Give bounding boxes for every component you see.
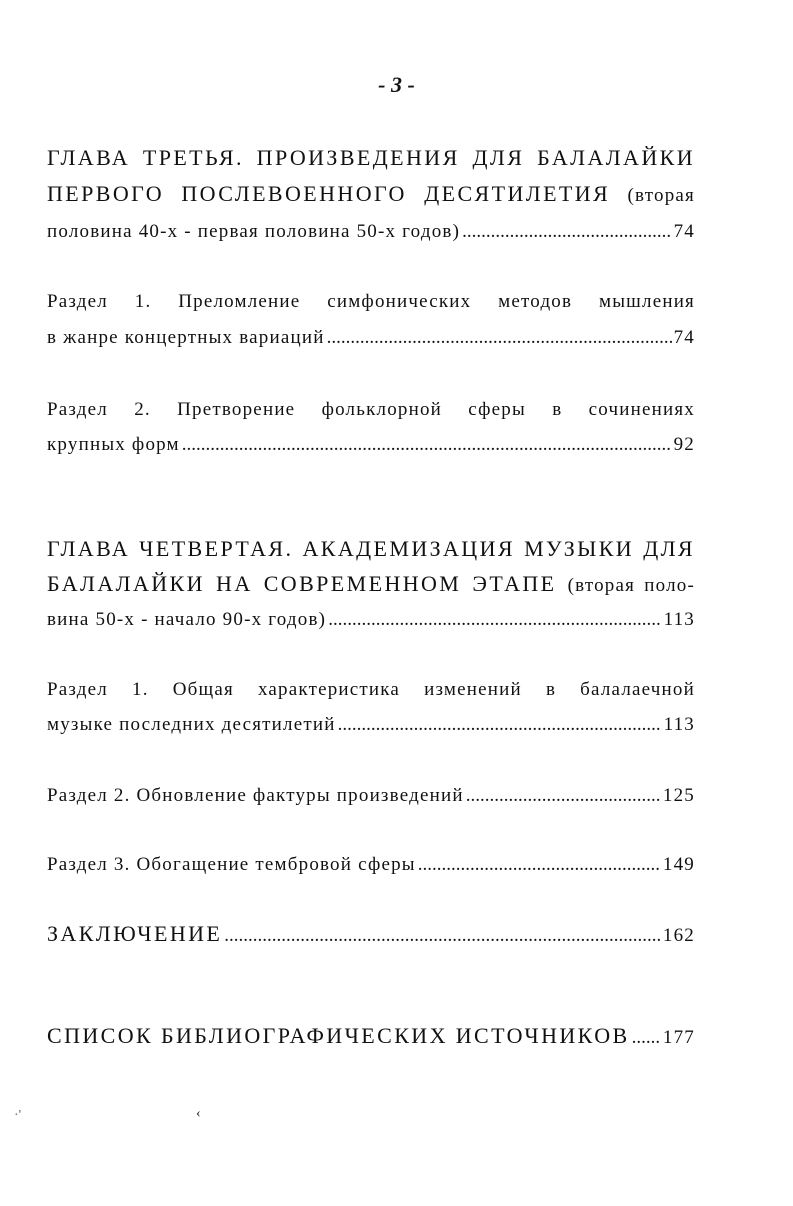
ch3-section1-toc-entry[interactable] — [47, 326, 695, 350]
chapter3-title-caps: ПЕРВОГО ПОСЛЕВОЕННОГО ДЕСЯТИЛЕТИЯ — [47, 181, 611, 206]
chapter4-subtitle: вина 50-х - начало 90-х годов) — [47, 609, 327, 630]
ch4-section1-page: 113 — [663, 714, 695, 735]
ch4-section3-toc-entry[interactable] — [47, 853, 695, 877]
dot-leader — [338, 713, 662, 737]
ch3-section2-page: 92 — [673, 434, 695, 455]
ch4-section1-line1: Раздел 1. Общая характеристика изменений в балалаечной — [47, 679, 695, 700]
ch3-section2-toc-entry[interactable] — [47, 433, 695, 457]
chapter4-toc-entry[interactable] — [47, 608, 695, 632]
chapter4-title-line2 — [47, 572, 695, 598]
ch4-section3-title: Раздел 3. Обогащение тембровой сферы — [47, 854, 416, 875]
ch4-section2-toc-entry[interactable] — [47, 784, 695, 808]
page-number: - 3 - — [378, 72, 415, 97]
ch4-section2-page: 125 — [662, 785, 695, 806]
dot-leader — [418, 853, 661, 877]
dot-leader — [224, 924, 661, 948]
chapter4-title-caps: БАЛАЛАЙКИ НА СОВРЕМЕННОМ ЭТАПЕ — [47, 571, 557, 596]
bibliography-title: СПИСОК БИБЛИОГРАФИЧЕСКИХ ИСТОЧНИКОВ — [47, 1023, 630, 1048]
bibliography-toc-entry[interactable] — [47, 1024, 695, 1050]
ch4-section3-page: 149 — [662, 854, 695, 875]
chapter3-toc-entry[interactable] — [47, 220, 695, 244]
ch4-section2-title: Раздел 2. Обновление фактуры произведений — [47, 785, 464, 806]
chapter4-title-line1: ГЛАВА ЧЕТВЕРТАЯ. АКАДЕМИЗАЦИЯ МУЗЫКИ ДЛЯ — [47, 536, 695, 561]
chapter3-title-line1: ГЛАВА ТРЕТЬЯ. ПРОИЗВЕДЕНИЯ ДЛЯ БАЛАЛАЙКИ — [47, 145, 695, 170]
dot-leader — [182, 433, 672, 457]
chapter3-page: 74 — [673, 221, 695, 242]
scan-speck-icon: ·' — [14, 1108, 22, 1123]
chapter3-title-tail: (вторая — [627, 185, 695, 206]
chapter4-page: 113 — [663, 609, 695, 630]
scan-mark-icon: ‹ — [196, 1106, 201, 1121]
dot-leader — [466, 784, 661, 808]
ch3-section1-page: 74 — [673, 327, 695, 348]
ch3-section2-line1: Раздел 2. Претворение фольклорной сферы в сочинениях — [47, 399, 695, 420]
bibliography-page: 177 — [662, 1027, 695, 1048]
chapter3-subtitle: половина 40-х - первая половина 50-х годов) — [47, 221, 461, 242]
conclusion-toc-entry[interactable] — [47, 922, 695, 948]
ch3-section1-line1: Раздел 1. Преломление симфонических методов мышления — [47, 291, 695, 312]
ch3-section2-line2: крупных форм — [47, 434, 180, 455]
chapter4-title-tail: (вторая поло- — [567, 575, 695, 596]
conclusion-title: ЗАКЛЮЧЕНИЕ — [47, 921, 223, 946]
dot-leader — [328, 608, 661, 632]
dot-leader — [327, 326, 672, 350]
ch4-section1-line2: музыке последних десятилетий — [47, 714, 336, 735]
ch4-section1-toc-entry[interactable] — [47, 713, 695, 737]
conclusion-page: 162 — [662, 925, 695, 946]
ch3-section1-line2: в жанре концертных вариаций — [47, 327, 325, 348]
chapter3-title-line2 — [47, 182, 695, 208]
dot-leader — [632, 1026, 661, 1050]
dot-leader — [462, 220, 672, 244]
